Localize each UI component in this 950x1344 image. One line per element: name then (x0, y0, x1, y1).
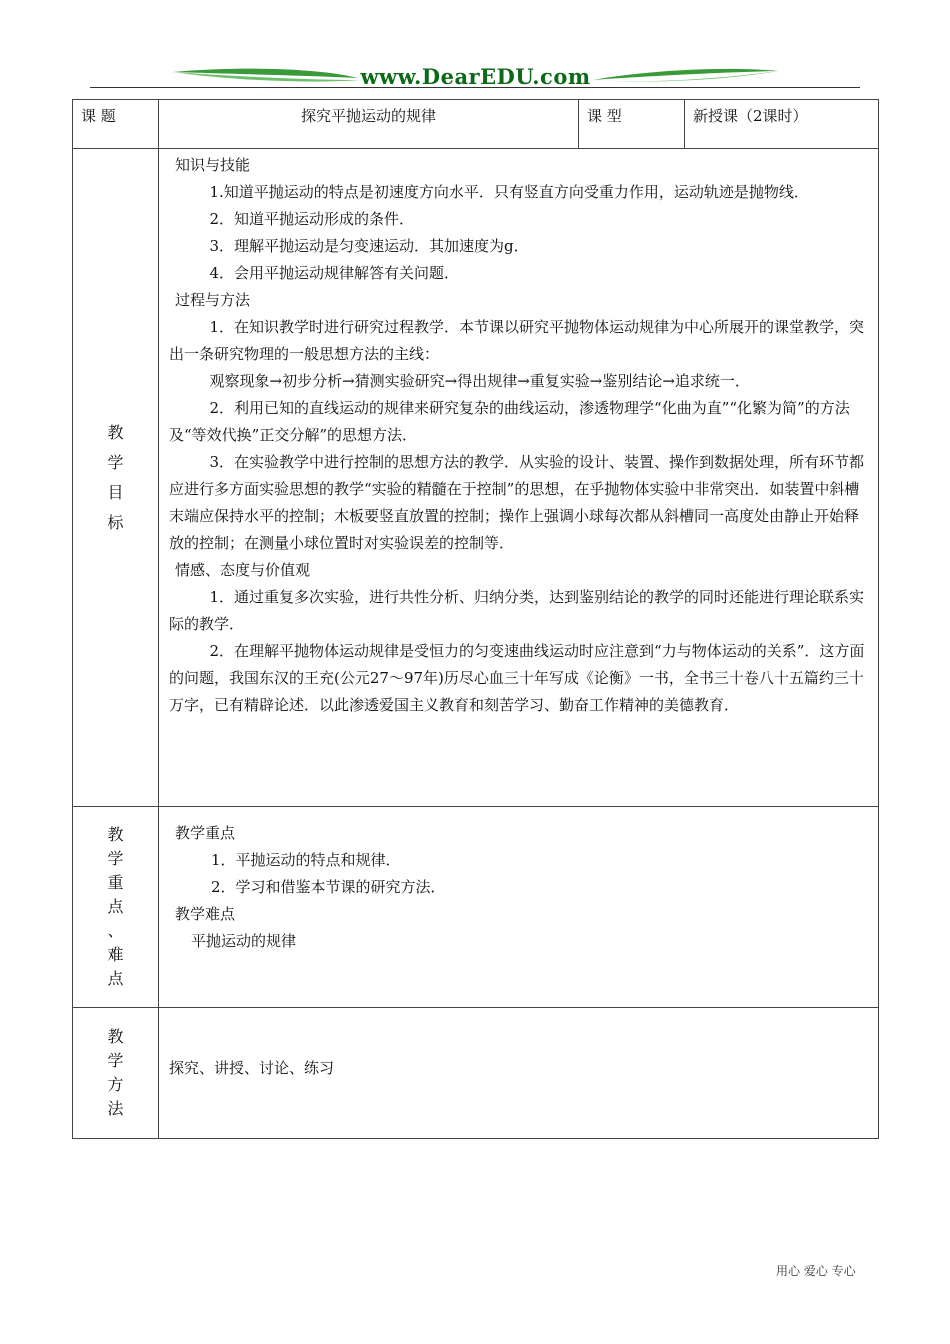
emotion-item: 1．通过重复多次实验，进行共性分析、归纳分类，达到鉴别结论的教学的同时还能进行理论联系实际的教学． (169, 588, 865, 633)
method-row (73, 1008, 879, 1139)
knowledge-item: 4．会用平抛运动规律解答有关问题． (209, 264, 460, 282)
type-label: 课 型 (579, 100, 685, 149)
key-item: 2．学习和借鉴本节课的研究方法． (211, 878, 446, 896)
lesson-plan-table (72, 99, 879, 1139)
process-title: 过程与方法 (175, 291, 251, 309)
knowledge-title: 知识与技能 (175, 156, 251, 174)
type-value: 新授课（2课时） (685, 100, 879, 149)
keypoints-content (159, 807, 879, 1008)
objectives-label: 教 学 目 标 (73, 149, 159, 807)
keypoints-row (73, 807, 879, 1008)
difficulty-title: 教学难点 (175, 905, 236, 923)
header-divider (90, 87, 860, 88)
method-label: 教 学 方 法 (73, 1008, 159, 1139)
knowledge-item: 2．知道平抛运动形成的条件． (209, 210, 415, 228)
topic-label: 课 题 (73, 100, 159, 149)
process-item: 3．在实验教学中进行控制的思想方法的教学．从实验的设计、装置、操作到数据处理，所有环节都应进行多方面实验思想的教学“实验的精髓在于控制”的思想，在乎抛物体实验中非常突出．如装置中斜槽末端应保持水平的控制；木板要竖直放置的控制；操作上强调小球每次都从斜槽同一高度处由静止开始释放的控制；在测量小球位置时对实验误差的控制等． (169, 453, 865, 552)
method-value: 探究、讲授、讨论、练习 (169, 1059, 335, 1077)
site-url: www.DearEDU.com (360, 64, 591, 89)
difficulty-item: 平抛运动的规律 (191, 932, 297, 950)
key-title: 教学重点 (175, 824, 236, 842)
knowledge-item: 3．理解平抛运动是匀变速运动．其加速度为g． (209, 237, 529, 255)
emotion-item: 2．在理解平抛物体运动规律是受恒力的匀变速曲线运动时应注意到“力与物体运动的关系”．这方面的问题，我国东汉的王充(公元27～97年)历尽心血三十年写成《论衡》一书，全书三十卷八十五篇约三十万字，已有精辟论述．以此渗透爱国主义教育和刻苦学习、勤奋工作精神的美德教育． (169, 642, 865, 714)
objectives-content (159, 149, 879, 807)
process-item: 2．利用已知的直线运动的规律来研究复杂的曲线运动，渗透物理学“化曲为直”“化繁为简”的方法及“等效代换”正交分解”的思想方法． (169, 399, 850, 444)
method-content (159, 1008, 879, 1139)
process-flow: 观察现象→初步分析→猜测实验研究→得出规律→重复实验→鉴别结论→追求统一． (209, 372, 750, 390)
objectives-row (73, 149, 879, 807)
page-footer: 用心 爱心 专心 (776, 1264, 856, 1278)
header-row (73, 100, 879, 149)
keypoints-label: 教 学 重 点 、 难 点 (73, 807, 159, 1008)
topic-value: 探究平抛运动的规律 (159, 100, 579, 149)
emotion-title: 情感、态度与价值观 (175, 561, 311, 579)
knowledge-item: 1.知道平抛运动的特点是初速度方向水平．只有竖直方向受重力作用，运动轨迹是抛物线． (209, 183, 809, 201)
key-item: 1．平抛运动的特点和规律． (211, 851, 401, 869)
process-item: 1．在知识教学时进行研究过程教学．本节课以研究平抛物体运动规律为中心所展开的课堂教学，突出一条研究物理的一般思想方法的主线： (169, 318, 865, 363)
